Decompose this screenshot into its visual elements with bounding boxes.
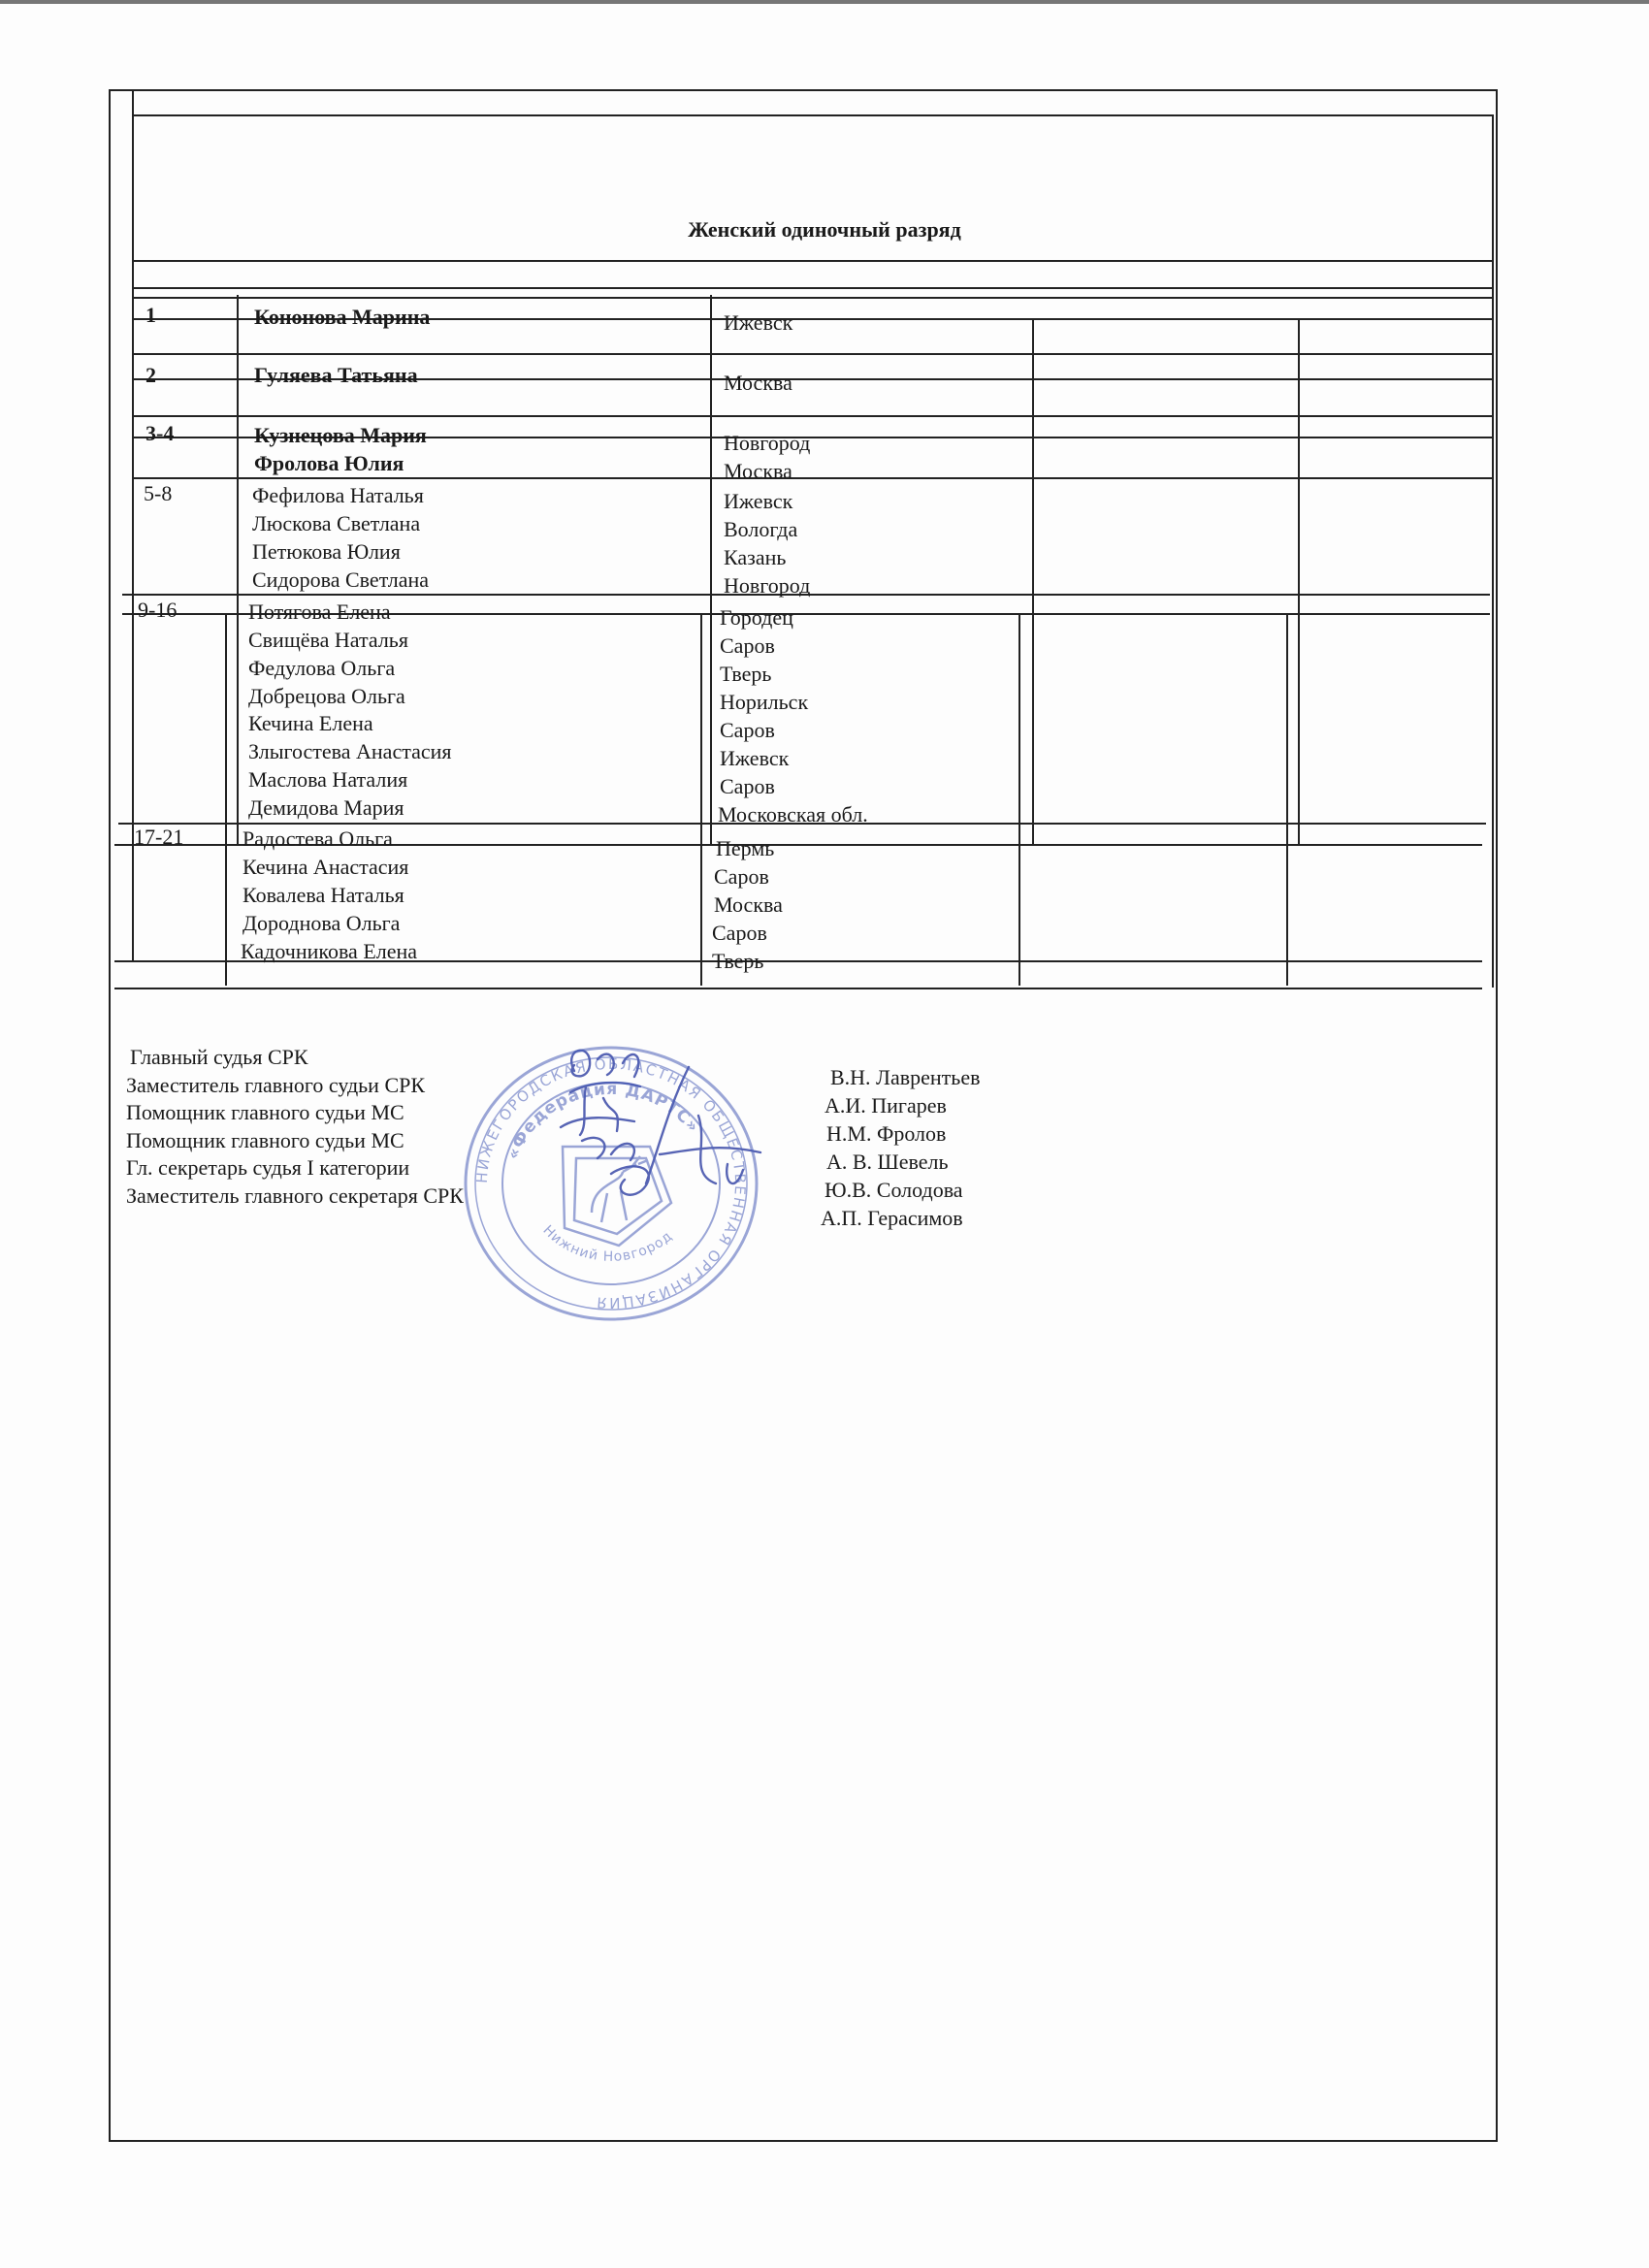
official-role: Помощник главного судьи МС [126, 1100, 404, 1124]
official-name: А.П. Герасимов [821, 1206, 963, 1230]
player-name: Кечина Анастасия [242, 855, 409, 879]
place-cell: 3-4 [146, 421, 175, 445]
column-rule [237, 295, 239, 846]
player-name: Кечина Елена [248, 711, 373, 735]
player-city: Пермь [716, 836, 775, 860]
player-city: Московская обл. [718, 802, 868, 826]
stamp-middle-text: «Федерация ДАРТС» [503, 1079, 703, 1162]
official-role: Главный судья СРК [130, 1045, 308, 1069]
rule [134, 477, 1494, 479]
player-city: Тверь [712, 949, 764, 973]
player-name: Ковалева Наталья [242, 883, 404, 907]
column-rule [1298, 318, 1300, 846]
player-name: Свищёва Наталья [248, 628, 408, 652]
official-roles [126, 1044, 464, 1210]
rule [134, 114, 1494, 116]
official-name: Ю.В. Солодова [824, 1178, 963, 1202]
player-city: Москва [724, 371, 792, 395]
player-name: Фролова Юлия [254, 451, 404, 475]
stamp-city-text: Нижний Новгород [539, 1222, 676, 1265]
player-name: Маслова Наталия [248, 767, 408, 792]
player-name: Кузнецова Мария [254, 423, 427, 447]
player-city: Саров [714, 864, 769, 889]
page-title: Женский одиночный разряд [688, 217, 961, 242]
player-name: Кононова Марина [254, 305, 431, 329]
column-rule [225, 613, 227, 986]
column-rule [1492, 114, 1494, 988]
player-city: Ижевск [724, 489, 793, 513]
rule [134, 260, 1494, 262]
svg-text:Нижний Новгород [539, 1222, 675, 1265]
organization-stamp [456, 1038, 766, 1329]
official-name: А.И. Пигарев [824, 1093, 947, 1118]
official-names [821, 1063, 981, 1232]
column-rule [1018, 613, 1020, 986]
place-cell: 2 [146, 363, 156, 387]
player-city: Новгород [724, 431, 811, 455]
player-name: Фефилова Наталья [252, 483, 424, 507]
column-rule [700, 613, 702, 986]
player-city: Саров [720, 718, 775, 742]
place-cell: 17-21 [134, 825, 184, 849]
official-name: Н.М. Фролов [826, 1121, 947, 1146]
official-role: Гл. секретарь судья I категории [126, 1155, 410, 1180]
scan-top-edge [0, 0, 1649, 4]
place-cell: 1 [146, 303, 156, 327]
rule [134, 287, 1494, 289]
rule [134, 415, 1494, 417]
official-name: В.Н. Лаврентьев [830, 1065, 981, 1089]
player-city: Москва [724, 459, 792, 483]
column-rule [710, 295, 712, 846]
official-name: А. В. Шевель [826, 1150, 949, 1174]
official-role: Помощник главного судьи МС [126, 1127, 404, 1152]
player-city: Саров [712, 921, 767, 945]
official-role: Заместитель главного секретаря СРК [126, 1183, 464, 1208]
player-name: Добрецова Ольга [248, 684, 405, 708]
player-name: Дороднова Ольга [242, 911, 401, 935]
player-city: Городец [720, 605, 793, 630]
player-city: Норильск [720, 690, 809, 714]
player-city: Ижевск [720, 746, 790, 770]
player-name: Радостева Ольга [242, 826, 393, 851]
column-rule [1286, 613, 1288, 986]
column-rule [1032, 318, 1034, 846]
player-city: Ижевск [724, 310, 793, 335]
rule [114, 988, 1482, 989]
rule [134, 297, 1494, 299]
rule [134, 353, 1494, 355]
player-city: Вологда [724, 517, 798, 541]
player-city: Москва [714, 892, 783, 917]
player-name: Сидорова Светлана [252, 567, 430, 592]
player-name: Петюкова Юлия [252, 539, 401, 564]
place-cell: 9-16 [138, 598, 178, 622]
player-name: Потягова Елена [248, 599, 391, 624]
player-city: Казань [724, 545, 787, 569]
player-name: Гуляева Татьяна [254, 363, 418, 387]
stamp-emblem [563, 1147, 671, 1246]
player-name: Люскова Светлана [252, 511, 421, 535]
place-cell: 5-8 [144, 481, 173, 505]
official-role: Заместитель главного судьи СРК [126, 1072, 426, 1097]
player-city: Саров [720, 774, 775, 798]
player-name: Демидова Мария [248, 795, 404, 820]
stamp-outer-text: НИЖЕГОРОДСКАЯ ОБЛАСТНАЯ ОБЩЕСТВЕННАЯ ОРГАНИЗАЦИЯ [472, 1054, 750, 1312]
player-name: Злыгостева Анастасия [248, 739, 452, 763]
player-name: Федулова Ольга [248, 656, 396, 680]
player-city: Новгород [724, 573, 811, 598]
player-name: Кадочникова Елена [241, 939, 418, 963]
player-city: Тверь [720, 662, 772, 686]
player-city: Саров [720, 633, 775, 658]
